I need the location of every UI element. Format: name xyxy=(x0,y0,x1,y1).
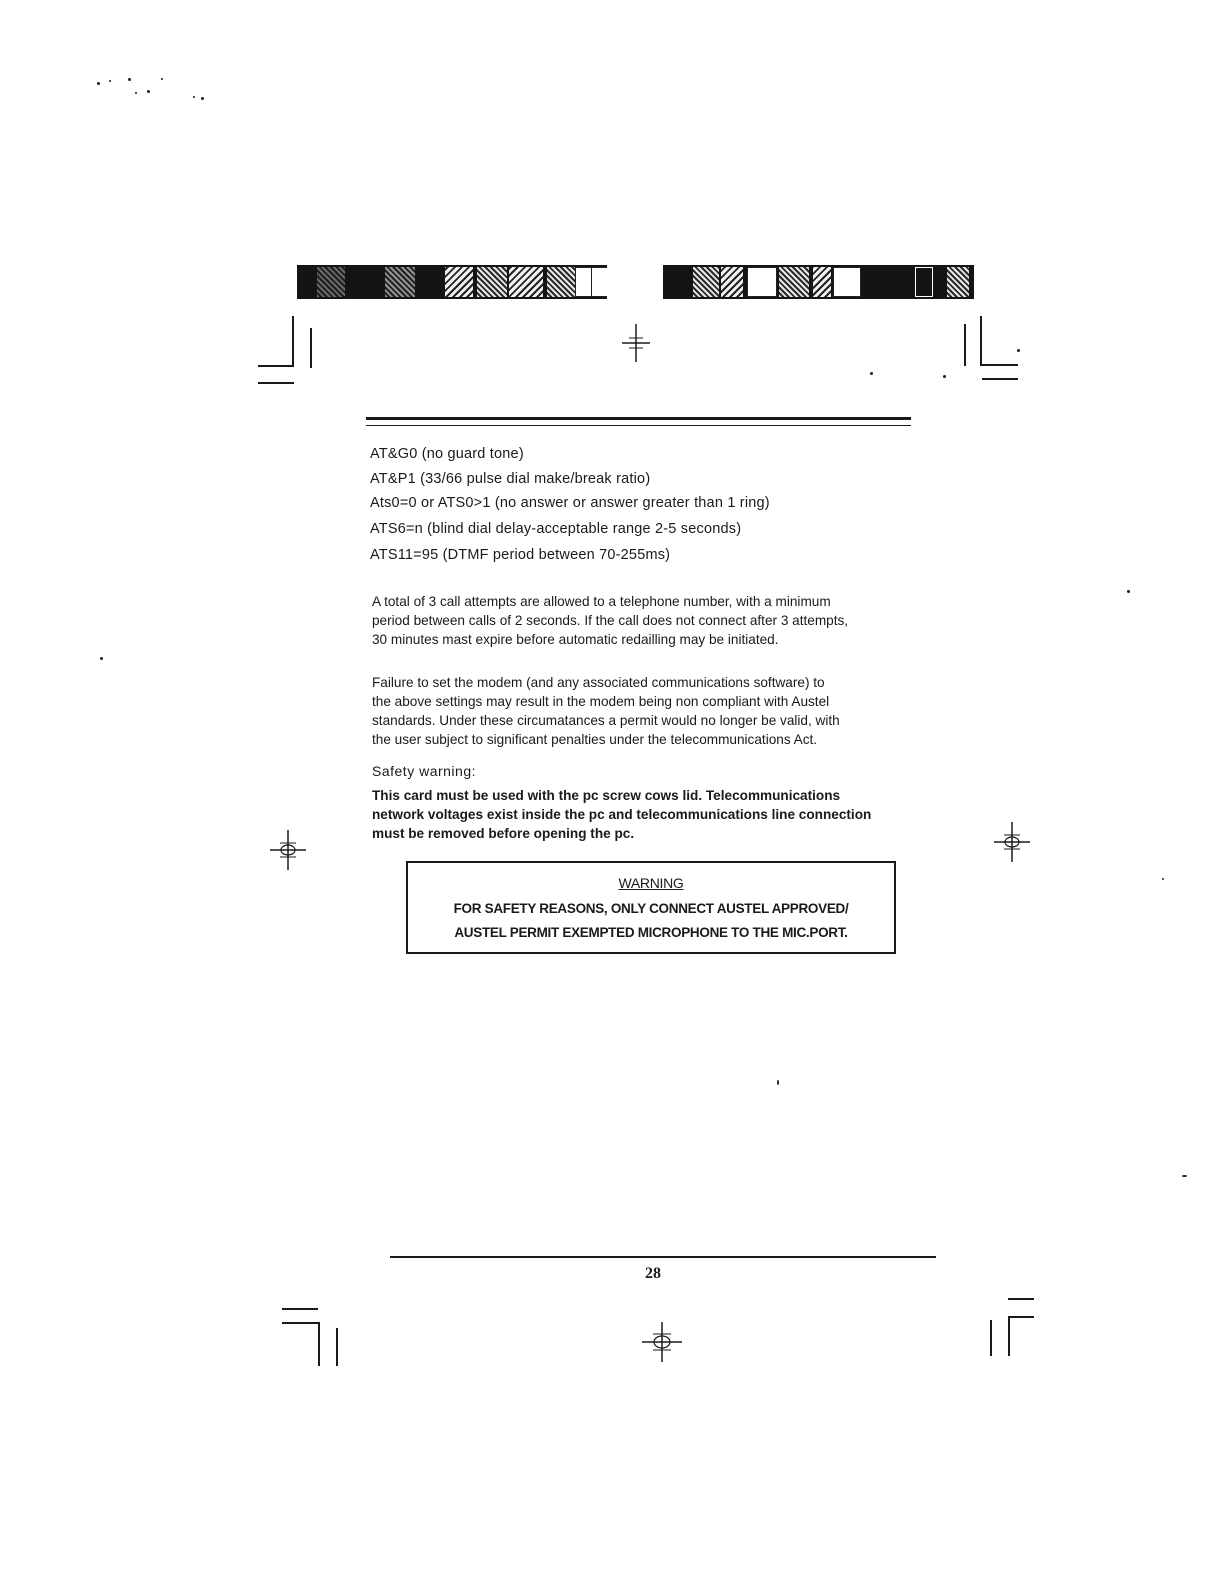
text-line: period between calls of 2 seconds. If the call does not connect after 3 attempts, xyxy=(372,613,849,628)
header-rule-thin xyxy=(366,425,911,426)
crop-mark-bottom-left xyxy=(282,1308,342,1368)
print-bar-right xyxy=(663,265,974,299)
command-line: ATS11=95 (DTMF period between 70-255ms) xyxy=(370,547,671,563)
text-line: This card must be used with the pc screw cows lid. Telecommunications xyxy=(372,788,841,803)
text-line: the above settings may result in the modem being non compliant with Austel xyxy=(372,694,830,709)
text-line: 30 minutes mast expire before automatic redailling may be initiated. xyxy=(372,632,779,647)
scan-speck xyxy=(1162,878,1164,880)
command-line: AT&G0 (no guard tone) xyxy=(370,446,524,462)
command-line: AT&P1 (33/66 pulse dial make/break ratio) xyxy=(370,471,651,487)
registration-target-left xyxy=(270,830,306,870)
text-line: standards. Under these circumatances a permit would no longer be valid, with xyxy=(372,713,840,728)
print-bar-left xyxy=(297,265,607,299)
scan-speck xyxy=(1017,349,1020,352)
warning-line: AUSTEL PERMIT EXEMPTED MICROPHONE TO THE MIC.PORT. xyxy=(454,925,848,940)
scan-speck xyxy=(100,657,103,660)
scan-noise xyxy=(95,78,215,108)
registration-target-top xyxy=(620,324,652,362)
text-line: network voltages exist inside the pc and telecommunications line connection xyxy=(372,807,872,822)
warning-line: FOR SAFETY REASONS, ONLY CONNECT AUSTEL APPROVED/ xyxy=(453,901,849,916)
text-line: the user subject to significant penalties under the telecommunications Act. xyxy=(372,732,818,747)
call-attempts-paragraph xyxy=(372,592,848,649)
scan-speck xyxy=(943,375,946,378)
safety-paragraph xyxy=(372,786,871,843)
command-line: ATS6=n (blind dial delay-acceptable range 2-5 seconds) xyxy=(370,521,742,537)
scan-speck xyxy=(1182,1175,1187,1177)
header-rule xyxy=(366,417,911,420)
warning-box xyxy=(406,861,896,954)
scan-speck xyxy=(777,1080,779,1085)
command-line: Ats0=0 or ATS0>1 (no answer or answer greater than 1 ring) xyxy=(370,495,770,511)
crop-mark-top-left xyxy=(258,316,318,386)
registration-target-bottom xyxy=(642,1322,682,1362)
failure-notice-paragraph xyxy=(372,673,840,749)
scan-speck xyxy=(870,372,873,375)
warning-title: WARNING xyxy=(618,875,684,891)
page-number: 28 xyxy=(645,1265,661,1282)
crop-mark-bottom-right xyxy=(988,1298,1048,1358)
text-line: Failure to set the modem (and any associated communications software) to xyxy=(372,675,825,690)
scan-speck xyxy=(1127,590,1130,593)
text-line: A total of 3 call attempts are allowed to a telephone number, with a minimum xyxy=(372,594,831,609)
text-line: must be removed before opening the pc. xyxy=(372,826,635,841)
safety-heading: Safety warning: xyxy=(372,763,476,779)
registration-target-right xyxy=(994,822,1030,862)
footer-rule xyxy=(390,1256,936,1258)
